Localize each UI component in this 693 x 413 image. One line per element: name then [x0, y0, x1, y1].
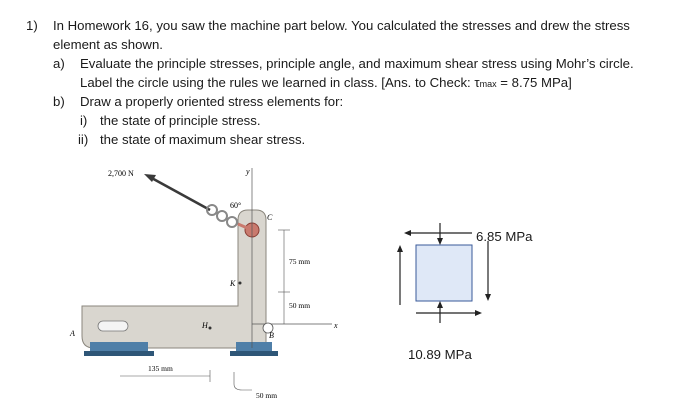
dim-50-right-label: 50 mm: [289, 301, 311, 310]
part-a-marker: a): [53, 56, 65, 71]
part-a-line-1: Evaluate the principle stresses, principle angle, and maximum shear stress using Mohr’s circle.: [80, 56, 634, 71]
shear-stress-label: 6.85 MPa: [476, 229, 533, 244]
right-shear-arrowhead: [485, 294, 491, 301]
point-h-label: H: [202, 321, 208, 330]
machine-part-figure: [60, 158, 370, 408]
part-b-ii-text: the state of maximum shear stress.: [100, 132, 306, 147]
problem-number: 1): [26, 18, 38, 33]
part-b-i-marker: i): [80, 113, 88, 128]
x-axis-label: x: [334, 321, 338, 330]
stress-element-figure: [380, 205, 680, 375]
bottom-shear-arrowhead: [475, 310, 482, 316]
point-k-mark: [239, 282, 242, 285]
part-a-line-2-post: = 8.75 MPa]: [496, 75, 572, 90]
force-arrow: [148, 176, 210, 210]
dim-135-label: 135 mm: [148, 364, 173, 373]
dim-75-label: 75 mm: [289, 257, 311, 266]
chain-link-2: [217, 211, 227, 221]
top-shear-arrowhead: [404, 230, 411, 236]
part-a-line-2-pre: Label the circle using the rules we learned in class. [Ans. to Check: τ: [80, 75, 480, 90]
point-h-mark: [209, 327, 212, 330]
point-k-label: K: [230, 279, 236, 288]
point-a-label: A: [70, 329, 75, 338]
part-b-marker: b): [53, 94, 65, 109]
part-a-line-2: [80, 75, 572, 92]
left-support-base: [84, 351, 154, 356]
part-b-ii-marker: ii): [78, 132, 89, 147]
intro-line-1: In Homework 16, you saw the machine part below. You calculated the stresses and drew the stress: [53, 18, 630, 33]
part-b-line: Draw a properly oriented stress elements for:: [80, 94, 344, 109]
force-label: 2,700 N: [108, 169, 134, 178]
point-c-label: C: [267, 213, 273, 222]
bottom-normal-arrowhead: [437, 301, 443, 308]
angle-label: 60°: [230, 201, 242, 210]
left-shear-arrowhead: [397, 245, 403, 252]
part-b-i-text: the state of principle stress.: [100, 113, 261, 128]
tau-max-subscript: max: [479, 79, 497, 89]
normal-stress-label: 10.89 MPa: [408, 347, 472, 362]
right-support-base: [230, 351, 278, 356]
point-b-label: B: [269, 331, 274, 340]
left-support-block: [90, 342, 148, 351]
dim-50-bottom-label: 50 mm: [256, 391, 278, 400]
dim-50-bottom-line: [234, 372, 252, 390]
left-slot: [98, 321, 128, 331]
y-axis-label: y: [246, 167, 250, 176]
right-support-block: [236, 342, 272, 351]
element-square: [416, 245, 472, 301]
top-normal-arrowhead: [437, 238, 443, 245]
machine-part-drawing: [60, 158, 370, 408]
chain-link-3: [227, 217, 237, 227]
intro-line-2: element as shown.: [53, 37, 163, 52]
